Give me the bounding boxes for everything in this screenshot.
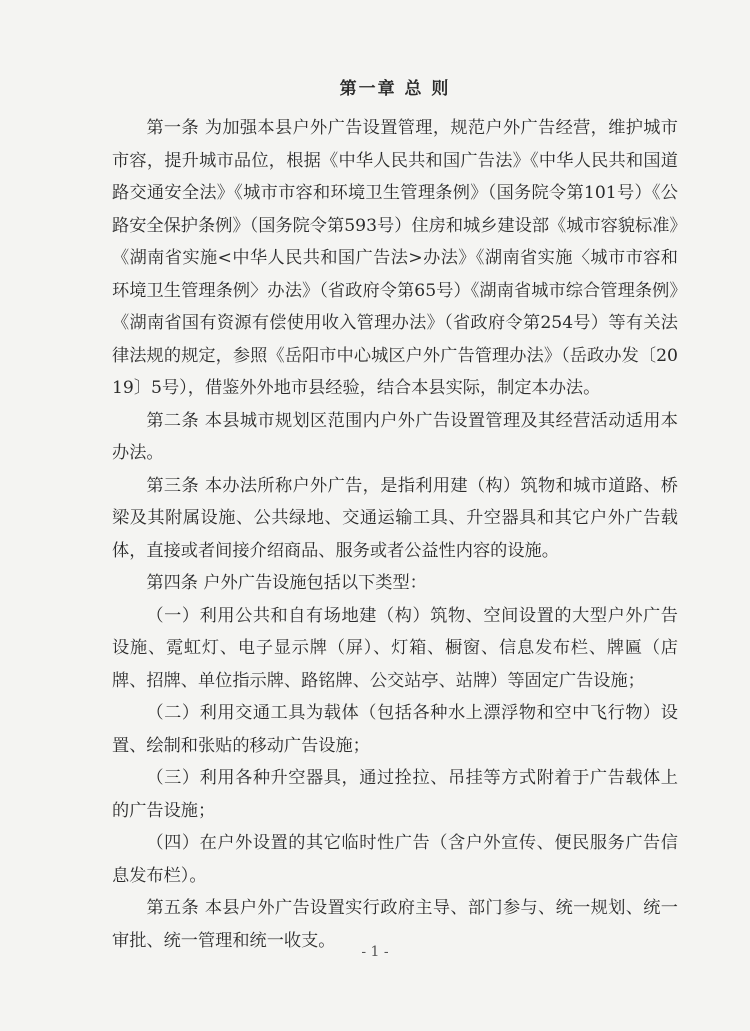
article-1: 第一条 为加强本县户外广告设置管理，规范户外广告经营，维护城市市容，提升城市品位，根据《中华人民共和国广告法》《中华人民共和国道路交通安全法》《城市市容和环境卫生管理条例》（国务院令第101号）《公路安全保护条例》（国务院令第593号）住房和城乡建设部《城市容貌标准》《湖南省实施<中华人民共和国广告法>办法》《湖南省实施〈城市市容和环境卫生管理条例〉办法》（省政府令第65号）《湖南省城市综合管理条例》《湖南省国有资源有偿使用收入管理办法》（省政府令第254号）等有关法律法规的规定，参照《岳阳市中心城区户外广告管理办法》（岳政办发〔2019〕5号），借鉴外外地市县经验，结合本县实际，制定本办法。 — [112, 118, 678, 398]
article-5: 第五条 本县户外广告设置实行政府主导、部门参与、统一规划、统一审批、统一管理和统一收支。 — [112, 898, 678, 951]
article-3: 第三条 本办法所称户外广告，是指利用建（构）筑物和城市道路、桥梁及其附属设施、公共绿地、交通运输工具、升空器具和其它户外广告载体，直接或者间接介绍商品、服务或者公益性内容的设施。 — [112, 475, 678, 561]
article-2: 第二条 本县城市规划区范围内户外广告设置管理及其经营活动适用本办法。 — [112, 410, 678, 463]
document-body — [112, 76, 678, 957]
article-4-item-3: （三）利用各种升空器具，通过拴拉、吊挂等方式附着于广告载体上的广告设施； — [112, 768, 678, 821]
article-4: 第四条 户外广告设施包括以下类型： — [146, 573, 427, 593]
article-4-item-2: （二）利用交通工具为载体（包括各种水上漂浮物和空中飞行物）设置、绘制和张贴的移动广告设施； — [112, 703, 678, 756]
page-number: - 1 - — [361, 944, 389, 960]
article-4-item-4: （四）在户外设置的其它临时性广告（含户外宣传、便民服务广告信息发布栏）。 — [112, 833, 678, 886]
article-4-item-1: （一）利用公共和自有场地建（构）筑物、空间设置的大型户外广告设施、霓虹灯、电子显示牌（屏）、灯箱、橱窗、信息发布栏、牌匾（店牌、招牌、单位指示牌、路铭牌、公交站亭、站牌）等固定广告设施； — [112, 605, 678, 691]
chapter-title: 第一章 总 则 — [339, 79, 451, 99]
